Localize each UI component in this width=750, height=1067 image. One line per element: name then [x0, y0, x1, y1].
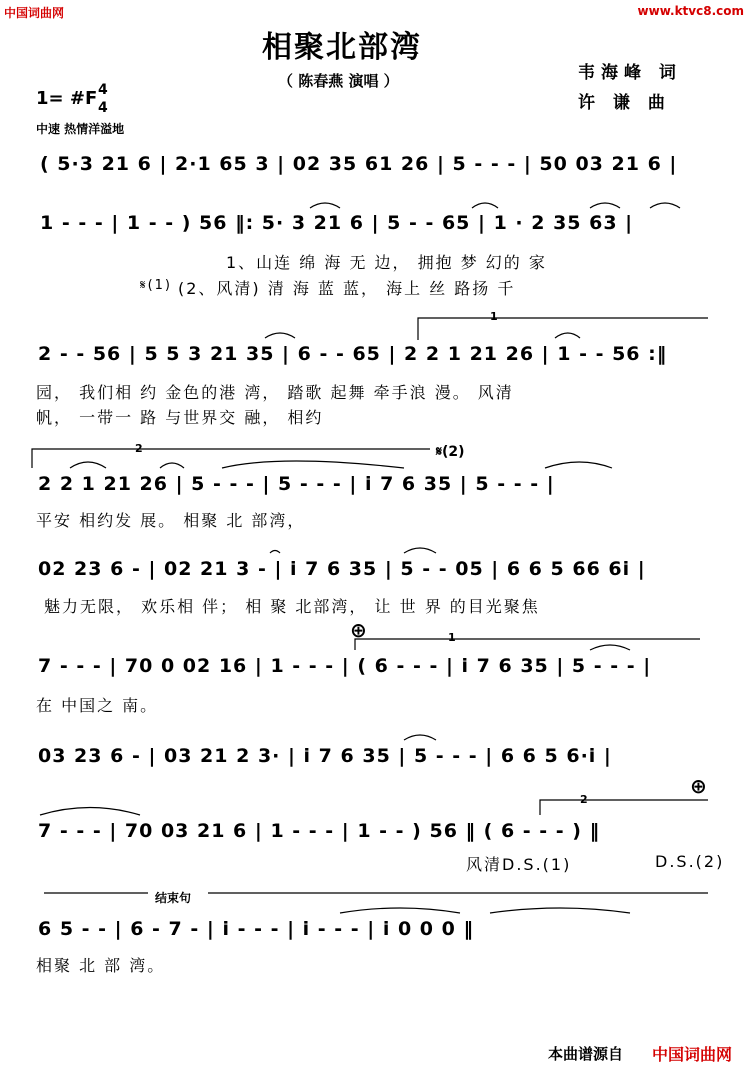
lyricist-credit: 韦海峰 词	[578, 63, 682, 83]
composer-credit: 许 谦 曲	[578, 93, 671, 113]
tie	[340, 908, 460, 913]
slur	[545, 462, 612, 468]
slur	[270, 551, 280, 554]
source-label: 本曲谱源自	[548, 1045, 624, 1063]
lyrics-line-2-verse-1: 1、山连 绵 海 无 边， 拥抱 梦 幻的 家	[226, 253, 547, 272]
slur	[590, 203, 620, 208]
slur	[160, 463, 184, 468]
watermark-top-left: 中国词曲网	[4, 6, 65, 20]
key-signature: 1= #F	[36, 88, 98, 109]
segno-2: 𝄋(2)	[436, 444, 465, 460]
lyrics-line-5: 魅力无限， 欢乐相 伴； 相 聚 北部湾， 让 世 界 的目光聚焦	[44, 597, 540, 616]
singer-credit: （ 陈春燕 演唱 ）	[278, 72, 399, 90]
lyrics-line-3-verse-1: 园， 我们相 约 金色的港 湾， 踏歌 起舞 牵手浪 漫。 风清	[36, 383, 514, 402]
ds-2-marking: D.S.(2)	[655, 852, 725, 871]
slur	[404, 735, 436, 740]
watermark-top-right: www.ktvc8.com	[637, 4, 744, 18]
lyrics-line-9: 相聚 北 部 湾。	[36, 956, 166, 975]
song-title: 相聚北部湾	[262, 30, 422, 65]
lyrics-line-4: 平安 相约发 展。 相聚 北 部湾，	[36, 511, 306, 530]
slur	[70, 462, 106, 468]
volta-1-label-b: 1	[448, 631, 456, 644]
slur	[404, 548, 436, 553]
slur	[590, 645, 630, 650]
slur	[555, 333, 580, 338]
score-line-4: 2 2 1 21 26 | 5 - - - | 5 - - - | i 7 6 35 | 5 - - - |	[38, 473, 555, 495]
source-site: 中国词曲网	[652, 1045, 733, 1064]
score-line-8: 7 - - - | 70 03 21 6 | 1 - - - | 1 - - ) 56 ‖ ( 6 - - - ) ‖	[38, 820, 601, 842]
segno-1: 𝄋(1)	[140, 278, 173, 293]
score-line-2: 1 - - - | 1 - - ) 56 ‖: 5· 3 21 6 | 5 - - 65 | 1 · 2 35 63 |	[40, 212, 634, 234]
score-line-7: 03 23 6 - | 03 21 2 3· | i 7 6 35 | 5 - - - | 6 6 5 6·i |	[38, 745, 612, 767]
slur	[472, 203, 498, 208]
tie	[490, 908, 630, 913]
tie	[40, 808, 140, 816]
tempo-marking: 中速 热情洋溢地	[36, 122, 125, 136]
score-line-6: 7 - - - | 70 0 02 16 | 1 - - - | ( 6 - - - | i 7 6 35 | 5 - - - |	[38, 655, 652, 677]
slur	[650, 203, 680, 208]
coda-sign-1: ⊕	[350, 618, 367, 642]
volta-bracket-1b	[355, 639, 700, 650]
volta-bracket-2b	[540, 800, 708, 815]
lyrics-line-3-verse-2: 帆， 一带一 路 与世界交 融， 相约	[36, 408, 324, 427]
slur	[310, 203, 340, 208]
ds-1-marking: 风清D.S.(1)	[466, 855, 572, 874]
score-line-9: 6 5 - - | 6 - 7 - | i - - - | i - - - | i 0 0 0 ‖	[38, 918, 474, 940]
lyrics-line-6: 在 中国之 南。	[36, 696, 159, 715]
score-line-5: 02 23 6 - | 02 21 3 - | i 7 6 35 | 5 - - 05 | 6 6 5 66 6i |	[38, 558, 646, 580]
coda-sign-2: ⊕	[690, 774, 707, 798]
score-line-1: ( 5·3 21 6 | 2·1 65 3 | 02 35 61 26 | 5 - - - | 50 03 21 6 |	[40, 153, 678, 175]
ending-label: 结束句	[155, 891, 192, 905]
volta-2-label: 2	[135, 442, 143, 455]
slur	[265, 333, 295, 338]
time-signature-bottom: 4	[98, 100, 108, 116]
volta-2-label-b: 2	[580, 793, 588, 806]
time-signature-top: 4	[98, 82, 108, 98]
score-line-3: 2 - - 56 | 5 5 3 21 35 | 6 - - 65 | 2 2 1 21 26 | 1 - - 56 :‖	[38, 343, 668, 365]
tie	[222, 461, 404, 468]
volta-bracket-1	[418, 318, 708, 340]
lyrics-line-2-verse-2: (2、风清) 清 海 蓝 蓝， 海上 丝 路扬 千	[178, 279, 516, 298]
volta-1-label: 1	[490, 310, 498, 323]
